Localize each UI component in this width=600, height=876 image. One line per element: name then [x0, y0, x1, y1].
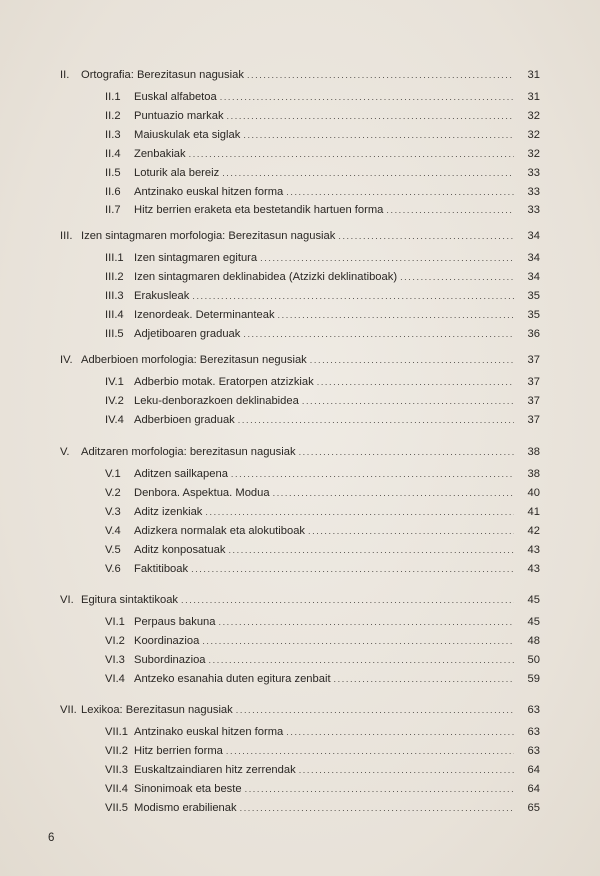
entry-title: Aditz izenkiak [134, 505, 203, 518]
entry-page-number: 63 [527, 726, 540, 738]
dot-leader [334, 671, 514, 687]
entry-number: VI.4 [105, 672, 125, 685]
entry-title: Izen sintagmaren morfologia: Berezitasun nagusiak [81, 230, 336, 242]
dot-leader [273, 485, 514, 501]
toc-subsection[interactable] [105, 743, 540, 759]
entry-page-number: 64 [527, 763, 540, 776]
entry-title: Izen sintagmaren egitura [134, 252, 258, 264]
entry-number: II.1 [105, 91, 121, 103]
entry-title: Faktitiboak [134, 562, 189, 575]
entry-title: Puntuazio markak [134, 109, 224, 122]
entry-page-number: 65 [527, 801, 540, 814]
entry-number: III.4 [105, 308, 124, 321]
dot-leader [222, 165, 514, 181]
dot-leader [308, 523, 514, 539]
entry-number: VII.3 [105, 763, 129, 776]
dot-leader [192, 288, 514, 304]
entry-number: III.5 [105, 327, 124, 340]
entry-number: II.2 [105, 109, 121, 122]
toc-subsection[interactable] [105, 466, 540, 482]
entry-title: Adberbio motak. Eratorpen atzizkiak [134, 376, 314, 388]
dot-leader [226, 743, 514, 759]
entry-page-number: 38 [527, 446, 540, 458]
entry-page-number: 63 [527, 744, 540, 757]
entry-page-number: 34 [527, 270, 540, 283]
entry-title: Maiuskulak eta siglak [134, 128, 241, 141]
dot-leader [400, 269, 514, 285]
entry-number: VI.2 [105, 634, 125, 647]
toc-subsection[interactable] [105, 89, 540, 105]
entry-number: V.4 [105, 524, 121, 537]
toc-section[interactable] [60, 444, 540, 460]
entry-number: VII.5 [105, 801, 129, 814]
dot-leader [202, 633, 514, 649]
entry-title: Denbora. Aspektua. Modua [134, 486, 270, 499]
toc-subsection[interactable] [105, 269, 540, 285]
dot-leader [205, 504, 514, 520]
entry-page-number: 50 [527, 653, 540, 666]
entry-title: Sinonimoak eta beste [134, 782, 242, 795]
entry-page-number: 42 [527, 524, 540, 537]
entry-number: V.6 [105, 562, 121, 575]
toc-section[interactable] [60, 67, 540, 83]
toc-subsection[interactable] [105, 165, 540, 181]
dot-leader [243, 326, 514, 342]
entry-page-number: 34 [527, 252, 540, 264]
toc-subsection[interactable] [105, 127, 540, 143]
entry-title: Antzinako euskal hitzen forma [134, 726, 284, 738]
entry-number: IV.4 [105, 413, 124, 426]
dot-leader [220, 89, 514, 105]
entry-title: Hitz berrien eraketa eta bestetandik hartuen forma [134, 204, 384, 217]
entry-page-number: 63 [527, 704, 540, 716]
entry-title: Aditzaren morfologia: berezitasun nagusiak [81, 446, 296, 458]
entry-page-number: 32 [527, 128, 540, 141]
entry-title: Zenbakiak [134, 147, 186, 160]
entry-page-number: 38 [527, 468, 540, 480]
entry-page-number: 48 [527, 634, 540, 647]
dot-leader [240, 800, 514, 816]
entry-page-number: 35 [527, 289, 540, 302]
dot-leader [209, 652, 514, 668]
entry-title: Izen sintagmaren deklinabidea (Atzizki deklinatiboak) [134, 270, 398, 283]
entry-page-number: 31 [527, 91, 540, 103]
toc-subsection[interactable] [105, 652, 540, 668]
dot-leader [299, 762, 514, 778]
dot-leader [247, 67, 514, 83]
toc-section[interactable] [60, 592, 540, 608]
entry-title: Adberbioen morfologia: Berezitasun negusiak [81, 354, 307, 366]
entry-title: Adjetiboaren graduak [134, 327, 241, 340]
entry-number: VII. [60, 704, 77, 716]
toc-subsection[interactable] [105, 542, 540, 558]
entry-page-number: 64 [527, 782, 540, 795]
toc-subsection[interactable] [105, 561, 540, 577]
entry-title: Erakusleak [134, 289, 190, 302]
entry-number: VII.1 [105, 726, 129, 738]
entry-number: II.4 [105, 147, 121, 160]
entry-title: Euskaltzaindiaren hitz zerrendak [134, 763, 296, 776]
entry-number: VI. [60, 594, 74, 606]
dot-leader [245, 781, 514, 797]
toc-subsection[interactable] [105, 614, 540, 630]
entry-number: II.6 [105, 185, 121, 198]
toc-subsection[interactable] [105, 250, 540, 266]
entry-number: III. [60, 230, 73, 242]
dot-leader [189, 146, 514, 162]
dot-leader [236, 702, 514, 718]
entry-number: II.7 [105, 204, 121, 217]
toc-subsection[interactable] [105, 633, 540, 649]
toc-subsection[interactable] [105, 288, 540, 304]
entry-page-number: 32 [527, 109, 540, 122]
dot-leader [278, 307, 514, 323]
entry-page-number: 40 [527, 486, 540, 499]
entry-page-number: 33 [527, 185, 540, 198]
entry-page-number: 37 [527, 376, 540, 388]
entry-title: Adizkera normalak eta alokutiboak [134, 524, 306, 537]
entry-number: V. [60, 446, 70, 458]
entry-number: VII.4 [105, 782, 129, 795]
toc-subsection[interactable] [105, 412, 540, 428]
entry-number: V.5 [105, 543, 121, 556]
entry-number: VII.2 [105, 744, 129, 757]
dot-leader [310, 352, 514, 368]
dot-leader [218, 614, 514, 630]
entry-number: V.1 [105, 468, 121, 480]
entry-title: Perpaus bakuna [134, 616, 216, 628]
dot-leader [231, 466, 514, 482]
toc-subsection[interactable] [105, 800, 540, 816]
dot-leader [227, 108, 514, 124]
toc-section[interactable] [60, 702, 540, 718]
entry-number: IV.1 [105, 376, 124, 388]
entry-page-number: 37 [527, 413, 540, 426]
entry-title: Leku-denborazkoen deklinabidea [134, 394, 299, 407]
entry-page-number: 41 [527, 505, 540, 518]
dot-leader [338, 228, 514, 244]
entry-number: IV.2 [105, 394, 124, 407]
dot-leader [181, 592, 514, 608]
entry-number: II. [60, 69, 70, 81]
entry-page-number: 37 [527, 394, 540, 407]
entry-title: Adberbioen graduak [134, 413, 235, 426]
entry-title: Lexikoa: Berezitasun nagusiak [81, 704, 233, 716]
entry-page-number: 45 [527, 594, 540, 606]
dot-leader [228, 542, 514, 558]
toc-subsection[interactable] [105, 202, 540, 218]
entry-page-number: 34 [527, 230, 540, 242]
dot-leader [386, 202, 514, 218]
entry-page-number: 31 [527, 69, 540, 81]
toc-subsection[interactable] [105, 374, 540, 390]
toc-subsection[interactable] [105, 724, 540, 740]
entry-number: VI.3 [105, 653, 125, 666]
entry-page-number: 59 [527, 672, 540, 685]
entry-title: Antzeko esanahia duten egitura zenbait [134, 672, 331, 685]
entry-page-number: 36 [527, 327, 540, 340]
toc-subsection[interactable] [105, 762, 540, 778]
toc-subsection[interactable] [105, 781, 540, 797]
entry-page-number: 33 [527, 166, 540, 179]
entry-number: V.2 [105, 486, 121, 499]
dot-leader [191, 561, 514, 577]
toc-subsection[interactable] [105, 108, 540, 124]
dot-leader [238, 412, 514, 428]
entry-number: V.3 [105, 505, 121, 518]
entry-page-number: 43 [527, 543, 540, 556]
entry-number: III.2 [105, 270, 124, 283]
toc-subsection[interactable] [105, 146, 540, 162]
entry-title: Subordinazioa [134, 653, 206, 666]
dot-leader [260, 250, 514, 266]
dot-leader [243, 127, 514, 143]
dot-leader [302, 393, 514, 409]
toc-subsection[interactable] [105, 504, 540, 520]
toc-subsection[interactable] [105, 485, 540, 501]
entry-title: Antzinako euskal hitzen forma [134, 185, 284, 198]
dot-leader [317, 374, 514, 390]
entry-title: Egitura sintaktikoak [81, 594, 179, 606]
entry-title: Aditzen sailkapena [134, 468, 228, 480]
toc-section[interactable] [60, 228, 540, 244]
entry-page-number: 35 [527, 308, 540, 321]
entry-number: III.1 [105, 252, 124, 264]
page-number: 6 [48, 832, 55, 844]
entry-title: Euskal alfabetoa [134, 91, 217, 103]
toc-subsection[interactable] [105, 671, 540, 687]
entry-title: Ortografia: Berezitasun nagusiak [81, 69, 244, 81]
dot-leader [286, 184, 514, 200]
entry-number: III.3 [105, 289, 124, 302]
entry-title: Loturik ala bereiz [134, 166, 220, 179]
entry-title: Koordinazioa [134, 634, 200, 647]
entry-page-number: 33 [527, 204, 540, 217]
entry-number: IV. [60, 354, 73, 366]
entry-page-number: 45 [527, 616, 540, 628]
toc-subsection[interactable] [105, 307, 540, 323]
toc-subsection[interactable] [105, 326, 540, 342]
entry-title: Izenordeak. Determinanteak [134, 308, 275, 321]
toc-subsection[interactable] [105, 523, 540, 539]
dot-leader [299, 444, 514, 460]
entry-title: Aditz konposatuak [134, 543, 226, 556]
toc-subsection[interactable] [105, 184, 540, 200]
entry-page-number: 32 [527, 147, 540, 160]
entry-number: II.5 [105, 166, 121, 179]
entry-title: Hitz berrien forma [134, 744, 223, 757]
entry-page-number: 43 [527, 562, 540, 575]
toc-section[interactable] [60, 352, 540, 368]
entry-number: VI.1 [105, 616, 125, 628]
toc-subsection[interactable] [105, 393, 540, 409]
entry-number: II.3 [105, 128, 121, 141]
entry-title: Modismo erabilienak [134, 801, 237, 814]
dot-leader [286, 724, 514, 740]
entry-page-number: 37 [527, 354, 540, 366]
